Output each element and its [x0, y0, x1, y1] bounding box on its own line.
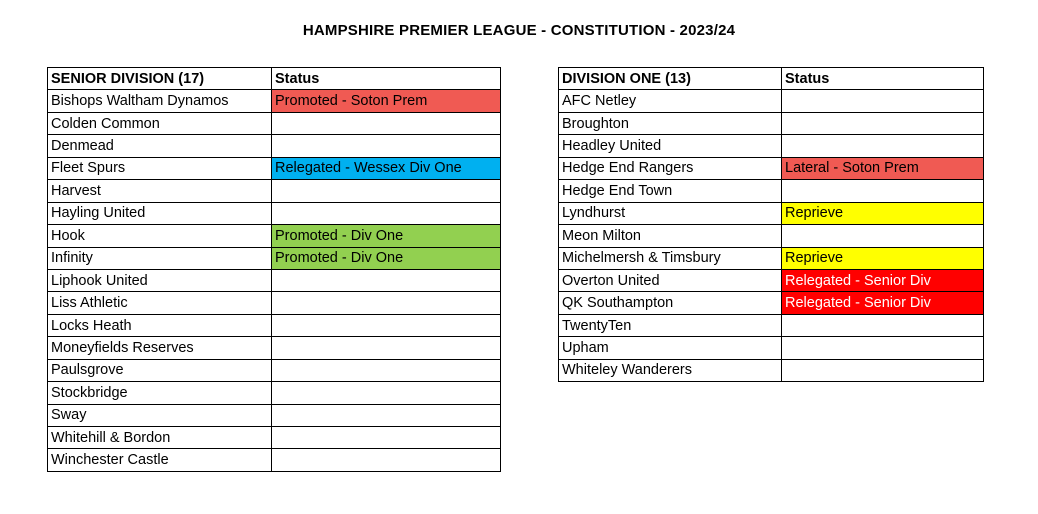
club-name-cell: Denmead [48, 135, 272, 157]
status-column-header: Status [782, 68, 984, 90]
club-name-cell: Harvest [48, 180, 272, 202]
status-column-header: Status [272, 68, 501, 90]
status-cell [782, 225, 984, 247]
table-row [48, 404, 501, 426]
table-row [559, 337, 984, 359]
club-name-cell: Hook [48, 225, 272, 247]
club-name-cell: Locks Heath [48, 314, 272, 336]
table-row [559, 112, 984, 134]
status-cell [272, 135, 501, 157]
club-name-cell: Michelmersh & Timsbury [559, 247, 782, 269]
status-cell [272, 427, 501, 449]
table-row [48, 157, 501, 179]
table-row [559, 269, 984, 291]
division-one-rows [559, 90, 984, 382]
table-row [48, 135, 501, 157]
table-row [48, 90, 501, 112]
table-row [559, 202, 984, 224]
status-cell [272, 404, 501, 426]
club-name-cell: Paulsgrove [48, 359, 272, 381]
table-row [48, 314, 501, 336]
table-row [48, 427, 501, 449]
division-one-table [558, 67, 984, 382]
status-cell [782, 90, 984, 112]
table-row [48, 202, 501, 224]
table-row [48, 112, 501, 134]
club-name-cell: Broughton [559, 112, 782, 134]
club-name-cell: Winchester Castle [48, 449, 272, 471]
club-name-cell: Colden Common [48, 112, 272, 134]
status-cell [272, 382, 501, 404]
status-cell: Promoted - Div One [272, 247, 501, 269]
status-cell: Relegated - Senior Div [782, 292, 984, 314]
club-name-cell: Upham [559, 337, 782, 359]
table-row [48, 292, 501, 314]
club-name-cell: Fleet Spurs [48, 157, 272, 179]
table-row [48, 247, 501, 269]
club-name-cell: Meon Milton [559, 225, 782, 247]
status-cell [782, 337, 984, 359]
status-cell: Reprieve [782, 202, 984, 224]
table-header-row [48, 68, 501, 90]
table-row [559, 90, 984, 112]
club-name-cell: Bishops Waltham Dynamos [48, 90, 272, 112]
status-cell [782, 359, 984, 381]
table-row [559, 157, 984, 179]
status-cell [272, 314, 501, 336]
status-cell [782, 180, 984, 202]
status-cell [272, 269, 501, 291]
club-name-cell: Liphook United [48, 269, 272, 291]
table-row [559, 359, 984, 381]
table-row [559, 225, 984, 247]
status-cell: Relegated - Senior Div [782, 269, 984, 291]
status-cell: Lateral - Soton Prem [782, 157, 984, 179]
club-name-cell: Whiteley Wanderers [559, 359, 782, 381]
senior-division-table [47, 67, 501, 472]
club-name-cell: Hayling United [48, 202, 272, 224]
table-row [48, 359, 501, 381]
table-row [559, 292, 984, 314]
table-row [559, 180, 984, 202]
status-cell [272, 449, 501, 471]
club-name-cell: Overton United [559, 269, 782, 291]
club-name-cell: Sway [48, 404, 272, 426]
table-row [559, 247, 984, 269]
status-cell [272, 112, 501, 134]
club-name-cell: Moneyfields Reserves [48, 337, 272, 359]
status-cell: Reprieve [782, 247, 984, 269]
status-cell [782, 112, 984, 134]
status-cell [782, 314, 984, 336]
club-name-cell: QK Southampton [559, 292, 782, 314]
status-cell [272, 337, 501, 359]
status-cell [782, 135, 984, 157]
status-cell: Relegated - Wessex Div One [272, 157, 501, 179]
table-header-row [559, 68, 984, 90]
status-cell [272, 180, 501, 202]
status-cell [272, 292, 501, 314]
table-row [48, 449, 501, 471]
club-column-header: SENIOR DIVISION (17) [48, 68, 272, 90]
status-cell: Promoted - Soton Prem [272, 90, 501, 112]
club-name-cell: TwentyTen [559, 314, 782, 336]
status-cell: Promoted - Div One [272, 225, 501, 247]
club-name-cell: Whitehill & Bordon [48, 427, 272, 449]
page-title: HAMPSHIRE PREMIER LEAGUE - CONSTITUTION - 2023/24 [302, 22, 736, 39]
club-name-cell: Hedge End Rangers [559, 157, 782, 179]
table-row [48, 180, 501, 202]
club-name-cell: Infinity [48, 247, 272, 269]
status-cell [272, 202, 501, 224]
table-row [559, 135, 984, 157]
club-name-cell: Headley United [559, 135, 782, 157]
table-row [48, 382, 501, 404]
table-row [48, 269, 501, 291]
table-row [559, 314, 984, 336]
table-row [48, 337, 501, 359]
table-row [48, 225, 501, 247]
club-name-cell: AFC Netley [559, 90, 782, 112]
club-column-header: DIVISION ONE (13) [559, 68, 782, 90]
senior-division-rows [48, 90, 501, 471]
club-name-cell: Liss Athletic [48, 292, 272, 314]
club-name-cell: Hedge End Town [559, 180, 782, 202]
club-name-cell: Lyndhurst [559, 202, 782, 224]
status-cell [272, 359, 501, 381]
club-name-cell: Stockbridge [48, 382, 272, 404]
